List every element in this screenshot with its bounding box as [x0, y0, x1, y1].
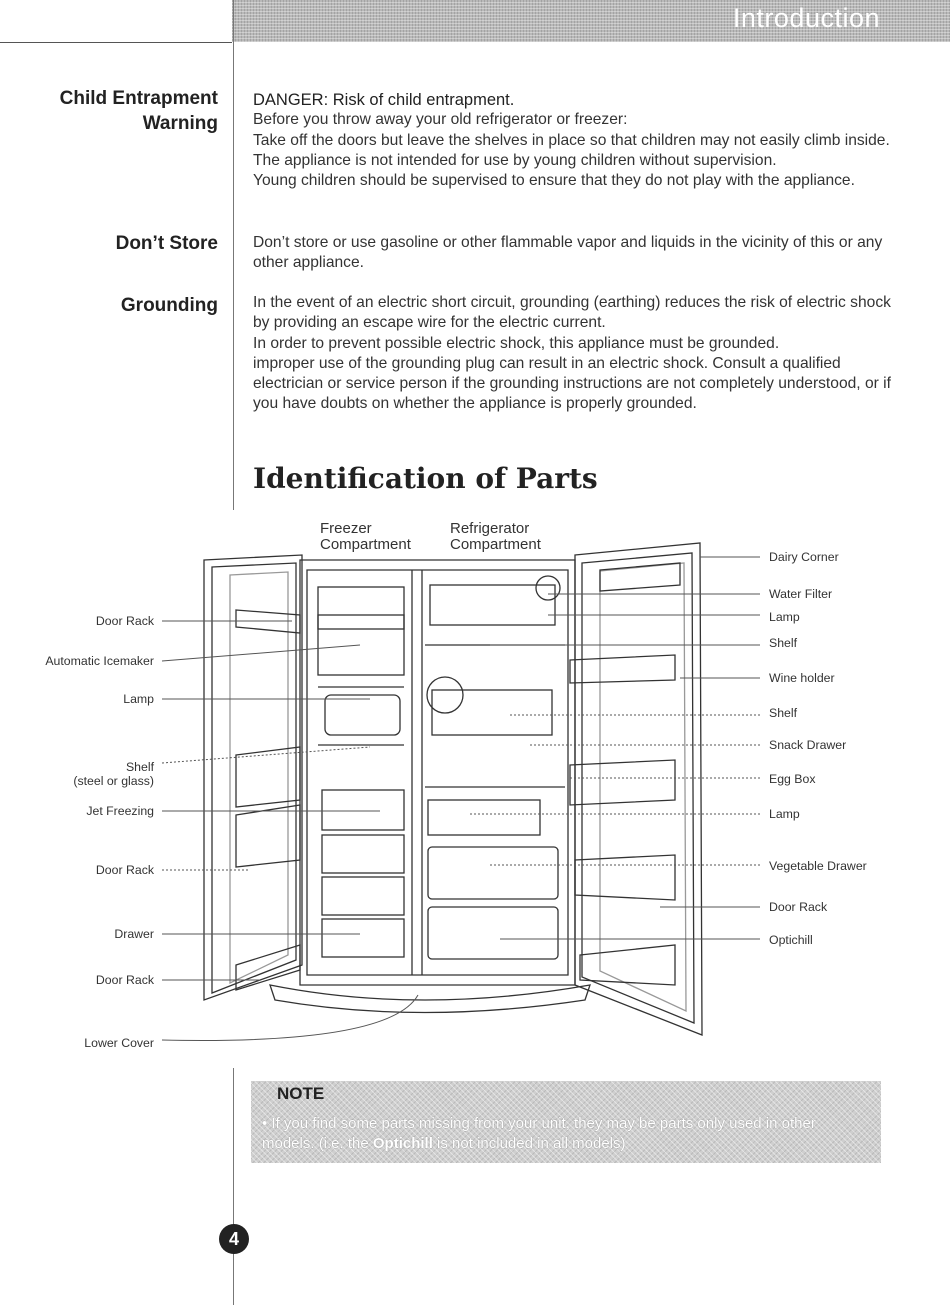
label-snack-drawer: Snack Drawer [769, 738, 847, 752]
section-heading-child-entrapment [60, 86, 218, 136]
label-water-filter: Water Filter [769, 587, 833, 601]
compartment-label-line: Freezer [320, 520, 372, 537]
heading-line: Child Entrapment [59, 88, 218, 109]
compartment-label-line: Refrigerator [450, 520, 530, 537]
label-shelf: Shelf [769, 706, 798, 720]
note-text-end: is not included in all models) [432, 1135, 626, 1152]
label-drawer: Drawer [114, 927, 154, 941]
label-automatic-icemaker: Automatic Icemaker [45, 654, 154, 668]
top-rule [0, 42, 232, 43]
danger-line: DANGER: Risk of child entrapment. [253, 91, 515, 109]
section-heading-grounding: Grounding [120, 295, 218, 316]
label-door-rack: Door Rack [769, 900, 828, 914]
section-heading-dont-store: Don’t Store [115, 233, 218, 254]
compartment-label-line: Compartment [320, 536, 411, 553]
page-number: 4 [219, 1224, 249, 1254]
label-optichill: Optichill [769, 933, 813, 947]
header-band [232, 0, 950, 42]
label-egg-box: Egg Box [769, 772, 816, 786]
label-vegetable-drawer: Vegetable Drawer [769, 859, 867, 873]
note-title: NOTE [277, 1084, 325, 1103]
parts-title: Identification of Parts [253, 462, 598, 495]
paragraph-line: Take off the doors but leave the shelves in place so that children may not easily climb inside. [253, 131, 890, 149]
label-shelf: Shelf [125, 760, 154, 774]
label-lamp: Lamp [769, 610, 800, 624]
heading-line: Warning [142, 113, 218, 134]
header-title: Introduction [732, 3, 880, 33]
child-entrapment-text [253, 90, 893, 191]
compartment-label-line: Compartment [450, 536, 541, 553]
grounding-text [253, 293, 893, 415]
column-divider-lower [233, 1068, 234, 1305]
paragraph-line: In order to prevent possible electric shock, this appliance must be grounded. [253, 334, 780, 352]
note-text-bold: Optichill [372, 1135, 433, 1152]
label-door-rack: Door Rack [95, 973, 154, 987]
column-divider [233, 0, 234, 510]
label-door-rack: Door Rack [95, 863, 154, 877]
note-text [262, 1114, 872, 1154]
paragraph-line: improper use of the grounding plug can result in an electric shock. Consult a qualified electrician or service person if the grounding instructions are not completely understood, or if you have doubts on whether the appliance is properly grounded. [253, 354, 891, 413]
label-lamp: Lamp [769, 807, 800, 821]
paragraph-line: In the event of an electric short circuit, grounding (earthing) reduces the risk of electric shock by providing an escape wire for the electric current. [253, 294, 891, 332]
label-wine-holder: Wine holder [769, 671, 835, 685]
label-shelf: Shelf [769, 636, 798, 650]
paragraph-line: Before you throw away your old refrigerator or freezer: [253, 111, 628, 129]
label-dairy-corner: Dairy Corner [769, 550, 839, 564]
dont-store-text: Don’t store or use gasoline or other flammable vapor and liquids in the vicinity of this or any other appliance. [253, 234, 883, 272]
label-lower-cover: Lower Cover [84, 1036, 154, 1050]
paragraph-line: The appliance is not intended for use by young children without supervision. [253, 151, 777, 169]
label-shelf-material: (steel or glass) [73, 774, 154, 788]
paragraph-line: Young children should be supervised to ensure that they do not play with the appliance. [253, 172, 855, 190]
refrigerator-diagram [0, 515, 950, 1060]
note-text-start: • If you find some parts missing from your unit, they may be parts only used in other models. (i.e. the [262, 1115, 816, 1152]
label-jet-freezing: Jet Freezing [86, 804, 154, 818]
label-lamp: Lamp [123, 692, 154, 706]
note-box [251, 1081, 881, 1163]
label-door-rack: Door Rack [95, 614, 154, 628]
